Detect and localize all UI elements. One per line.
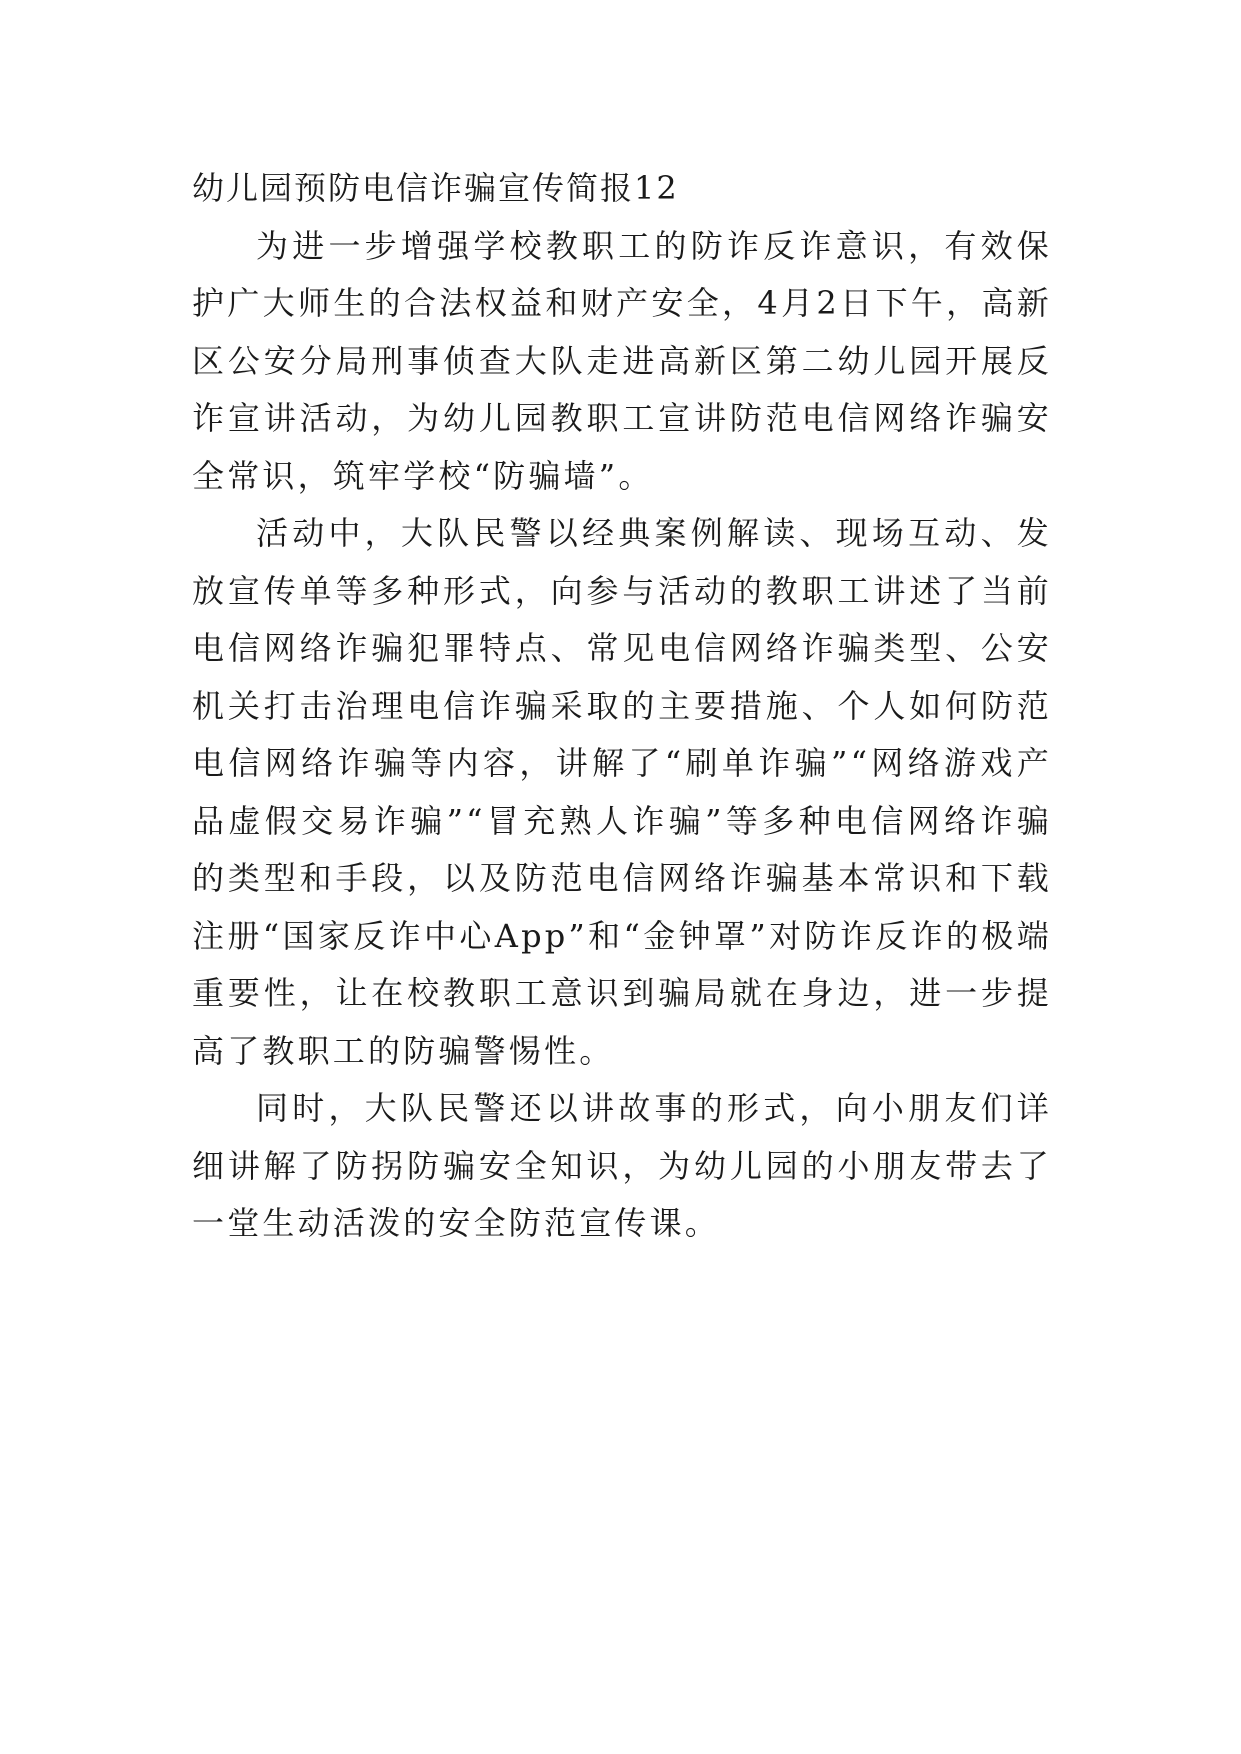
document-body xyxy=(192,160,1052,1253)
paragraph-activity: 活动中，大队民警以经典案例解读、现场互动、发放宣传单等多种形式，向参与活动的教职工讲述了当前电信网络诈骗犯罪特点、常见电信网络诈骗类型、公安机关打击治理电信诈骗采取的主要措施、个人如何防范电信网络诈骗等内容，讲解了“刷单诈骗”“网络游戏产品虚假交易诈骗”“冒充熟人诈骗”等多种电信网络诈骗的类型和手段，以及防范电信网络诈骗基本常识和下载注册“国家反诈中心App”和“金钟罩”对防诈反诈的极端重要性，让在校教职工意识到骗局就在身边，进一步提高了教职工的防骗警惕性。 xyxy=(192,514,1052,1070)
paragraph-intro: 为进一步增强学校教职工的防诈反诈意识，有效保护广大师生的合法权益和财产安全，4月2日下午，高新区公安分局刑事侦查大队走进高新区第二幼儿园开展反诈宣讲活动，为幼儿园教职工宣讲防范电信网络诈骗安全常识，筑牢学校“防骗墙”。 xyxy=(192,226,1052,495)
paragraph-children: 同时，大队民警还以讲故事的形式，向小朋友们详细讲解了防拐防骗安全知识，为幼儿园的小朋友带去了一堂生动活泼的安全防范宣传课。 xyxy=(192,1089,1052,1242)
document-title: 幼儿园预防电信诈骗宣传简报12 xyxy=(192,169,679,207)
